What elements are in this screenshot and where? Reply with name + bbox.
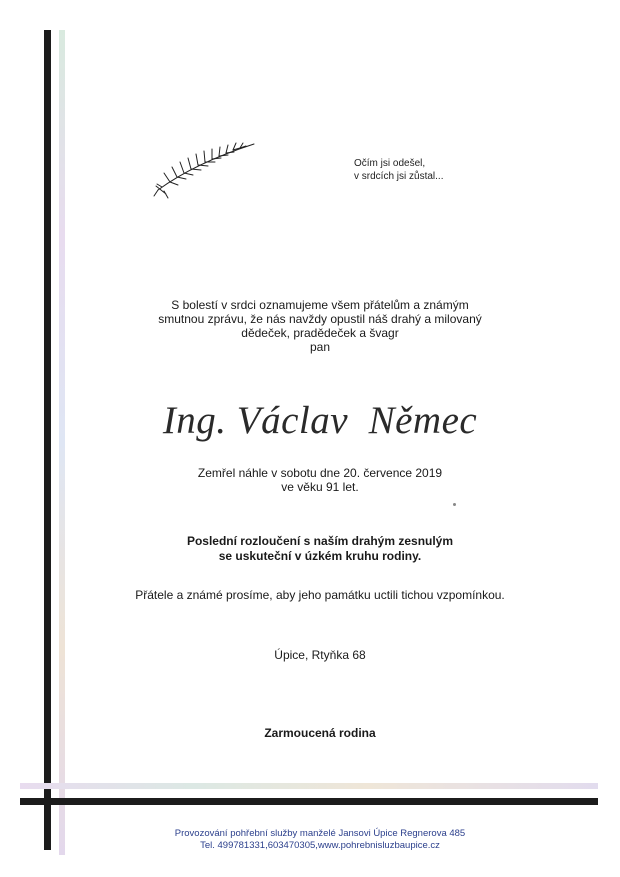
quote-line-1: Očím jsi odešel, — [354, 158, 426, 169]
farewell-line-2: se uskuteční v úzkém kruhu rodiny. — [218, 549, 422, 563]
family-signature: Zarmoucená rodina — [264, 726, 376, 740]
border-horizontal-black — [20, 798, 598, 805]
footer-line-2: Tel. 499781331,603470305,www.pohrebnisluzbaupice.cz — [200, 840, 440, 851]
farewell-notice — [0, 534, 620, 564]
print-speck — [453, 503, 456, 506]
address: Úpice, Rtyňka 68 — [274, 648, 366, 662]
intro-line-1: S bolestí v srdci oznamujeme všem přátelům a známým — [171, 298, 469, 312]
announcement-intro — [0, 298, 620, 354]
intro-line-2: smutnou zprávu, že nás navždy opustil náš drahý a milovaný — [158, 312, 482, 326]
intro-line-3: dědeček, pradědeček a švagr — [241, 326, 399, 340]
deceased-name: Ing. Václav Němec — [162, 399, 478, 442]
funeral-service-footer — [150, 828, 490, 852]
quote-line-2: v srdcích jsi zůstal... — [354, 171, 444, 182]
feather-icon — [150, 138, 260, 202]
death-line-2: ve věku 91 let. — [281, 480, 359, 494]
farewell-line-1: Poslední rozloučení s naším drahým zesnulým — [186, 534, 454, 548]
request-text: Přátele a známé prosíme, aby jeho památku uctili tichou vzpomínkou. — [135, 588, 505, 602]
border-horizontal-pastel — [20, 783, 598, 789]
death-line-1: Zemřel náhle v sobotu dne 20. července 2019 — [197, 466, 443, 480]
intro-line-4: pan — [309, 340, 331, 354]
death-notice — [0, 466, 620, 494]
footer-line-1: Provozování pohřební služby manželé Jansovi Úpice Regnerova 485 — [174, 828, 466, 839]
memorial-quote — [354, 157, 443, 183]
